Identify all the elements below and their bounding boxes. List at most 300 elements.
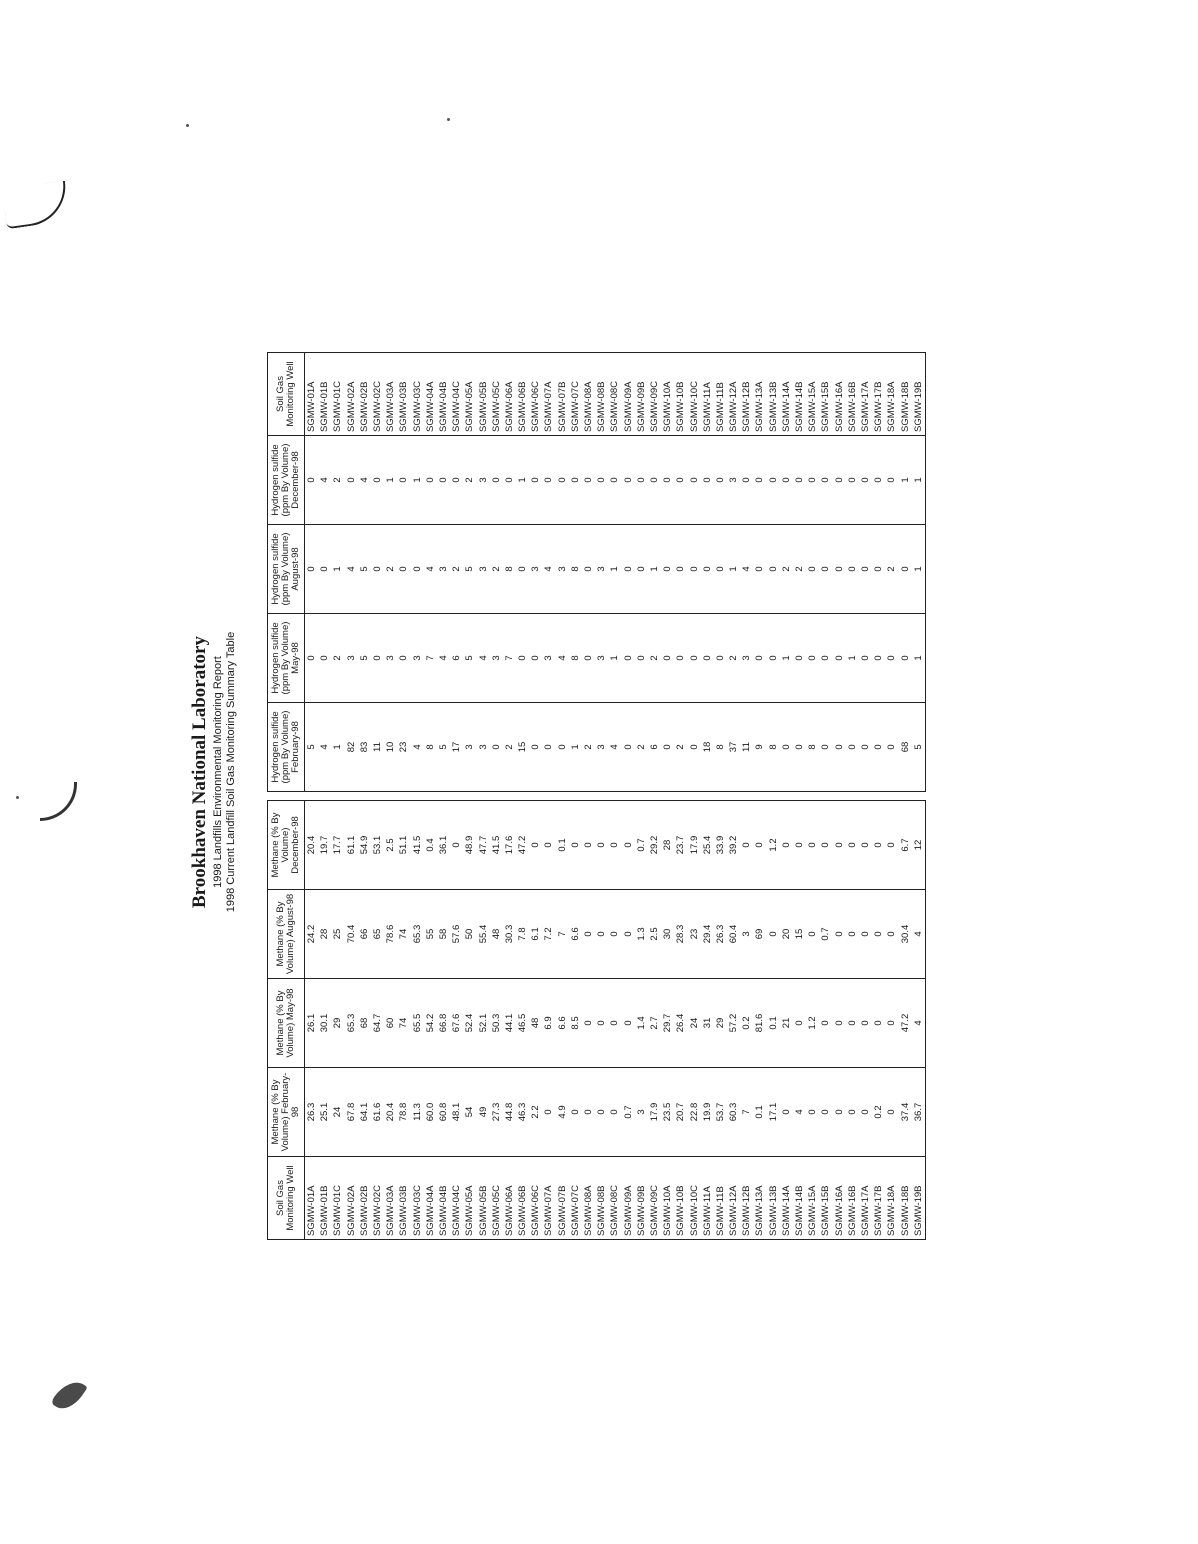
value-cell: 4 bbox=[793, 1068, 806, 1157]
value-cell: 0 bbox=[872, 436, 885, 525]
value-cell: 4 bbox=[424, 525, 437, 614]
value-cell: 0 bbox=[819, 1068, 832, 1157]
value-cell: 0 bbox=[753, 614, 766, 703]
value-cell: 61.6 bbox=[371, 1068, 384, 1157]
value-cell: 0 bbox=[833, 703, 846, 792]
value-cell: 0 bbox=[872, 703, 885, 792]
value-cell: 66 bbox=[358, 890, 371, 979]
value-cell: 1 bbox=[569, 703, 582, 792]
value-cell: 0 bbox=[516, 525, 529, 614]
table-row bbox=[305, 801, 319, 1240]
value-cell: 4 bbox=[740, 525, 753, 614]
well-id-cell: SGMW-11B bbox=[714, 1157, 727, 1240]
value-cell: 57.2 bbox=[727, 979, 740, 1068]
table-row bbox=[714, 353, 727, 792]
value-cell: 21 bbox=[780, 979, 793, 1068]
value-cell: 0 bbox=[753, 801, 766, 890]
value-cell: 0 bbox=[859, 890, 872, 979]
value-cell: 0 bbox=[872, 801, 885, 890]
value-cell: 1 bbox=[516, 436, 529, 525]
well-id-cell: SGMW-08C bbox=[608, 353, 621, 436]
scan-blot bbox=[50, 1375, 88, 1415]
table-row bbox=[463, 353, 476, 792]
well-id-cell: SGMW-01B bbox=[318, 353, 331, 436]
value-cell: 0 bbox=[833, 1068, 846, 1157]
well-id-cell: SGMW-15B bbox=[819, 1157, 832, 1240]
value-cell: 0 bbox=[556, 436, 569, 525]
value-cell: 0 bbox=[846, 1068, 859, 1157]
value-cell: 8 bbox=[503, 525, 516, 614]
value-cell: 1 bbox=[411, 436, 424, 525]
table-row bbox=[569, 801, 582, 1240]
value-cell: 28 bbox=[318, 890, 331, 979]
table-row bbox=[371, 801, 384, 1240]
table-row bbox=[595, 353, 608, 792]
value-cell: 0 bbox=[595, 1068, 608, 1157]
table-row bbox=[661, 801, 674, 1240]
value-cell: 65.3 bbox=[345, 979, 358, 1068]
value-cell: 0 bbox=[529, 614, 542, 703]
value-cell: 8 bbox=[767, 703, 780, 792]
table-row bbox=[397, 353, 410, 792]
value-cell: 0 bbox=[345, 436, 358, 525]
hydrogen-sulfide-table-body bbox=[305, 353, 926, 792]
value-cell: 1.3 bbox=[635, 890, 648, 979]
scan-speck bbox=[16, 796, 19, 799]
value-cell: 0 bbox=[542, 801, 555, 890]
table-row bbox=[872, 801, 885, 1240]
value-cell: 50.3 bbox=[490, 979, 503, 1068]
table-row bbox=[753, 801, 766, 1240]
value-cell: 0 bbox=[595, 890, 608, 979]
value-cell: 0 bbox=[859, 614, 872, 703]
value-cell: 29.7 bbox=[661, 979, 674, 1068]
value-cell: 2 bbox=[384, 525, 397, 614]
value-cell: 64.7 bbox=[371, 979, 384, 1068]
value-cell: 0 bbox=[780, 801, 793, 890]
value-cell: 3 bbox=[384, 614, 397, 703]
value-cell: 0 bbox=[885, 703, 898, 792]
well-id-cell: SGMW-10B bbox=[674, 353, 687, 436]
value-cell: 0 bbox=[582, 801, 595, 890]
value-cell: 2 bbox=[582, 703, 595, 792]
hydrogen-sulfide-table bbox=[267, 352, 926, 792]
table-row bbox=[608, 353, 621, 792]
value-cell: 2 bbox=[793, 525, 806, 614]
value-cell: 0 bbox=[833, 801, 846, 890]
value-cell: 60.4 bbox=[727, 890, 740, 979]
table-row bbox=[898, 353, 911, 792]
value-cell: 28.3 bbox=[674, 890, 687, 979]
well-id-cell: SGMW-09A bbox=[622, 1157, 635, 1240]
value-cell: 0 bbox=[371, 525, 384, 614]
value-cell: 1 bbox=[846, 614, 859, 703]
value-cell: 2 bbox=[490, 525, 503, 614]
value-cell: 4 bbox=[542, 525, 555, 614]
well-id-cell: SGMW-06B bbox=[516, 1157, 529, 1240]
column-header: Hydrogen sulfide (ppm By Volume) February-98 bbox=[268, 703, 305, 792]
value-cell: 8 bbox=[714, 703, 727, 792]
value-cell: 0 bbox=[305, 525, 319, 614]
value-cell: 69 bbox=[753, 890, 766, 979]
value-cell: 78.8 bbox=[397, 1068, 410, 1157]
value-cell: 0 bbox=[767, 436, 780, 525]
value-cell: 3 bbox=[542, 614, 555, 703]
value-cell: 0 bbox=[898, 614, 911, 703]
table-row bbox=[622, 801, 635, 1240]
table-row bbox=[898, 801, 911, 1240]
value-cell: 48 bbox=[490, 890, 503, 979]
value-cell: 54.9 bbox=[358, 801, 371, 890]
value-cell: 0 bbox=[622, 525, 635, 614]
table-row bbox=[674, 353, 687, 792]
value-cell: 5 bbox=[912, 703, 926, 792]
value-cell: 8.5 bbox=[569, 979, 582, 1068]
value-cell: 7 bbox=[740, 1068, 753, 1157]
value-cell: 0 bbox=[529, 436, 542, 525]
table-row bbox=[806, 801, 819, 1240]
value-cell: 33.9 bbox=[714, 801, 727, 890]
value-cell: 3 bbox=[740, 614, 753, 703]
value-cell: 0 bbox=[793, 436, 806, 525]
table-row bbox=[358, 353, 371, 792]
well-id-cell: SGMW-05A bbox=[463, 1157, 476, 1240]
value-cell: 5 bbox=[463, 614, 476, 703]
well-id-cell: SGMW-03B bbox=[397, 353, 410, 436]
methane-table-body bbox=[305, 801, 926, 1240]
value-cell: 0 bbox=[872, 979, 885, 1068]
table-row bbox=[767, 353, 780, 792]
table-row bbox=[859, 801, 872, 1240]
column-header: Soil Gas Monitoring Well bbox=[268, 353, 305, 436]
value-cell: 3 bbox=[529, 525, 542, 614]
value-cell: 0 bbox=[714, 614, 727, 703]
value-cell: 68 bbox=[358, 979, 371, 1068]
value-cell: 46.3 bbox=[516, 1068, 529, 1157]
table-row bbox=[780, 801, 793, 1240]
column-header: Hydrogen sulfide (ppm By Volume) August-98 bbox=[268, 525, 305, 614]
value-cell: 23 bbox=[397, 703, 410, 792]
value-cell: 4 bbox=[345, 525, 358, 614]
value-cell: 4 bbox=[411, 703, 424, 792]
value-cell: 0 bbox=[608, 979, 621, 1068]
value-cell: 47.2 bbox=[516, 801, 529, 890]
rotated-page bbox=[189, 212, 1009, 1332]
table-row bbox=[674, 801, 687, 1240]
well-id-cell: SGMW-05C bbox=[490, 1157, 503, 1240]
value-cell: 0 bbox=[793, 614, 806, 703]
value-cell: 7.2 bbox=[542, 890, 555, 979]
well-id-cell: SGMW-11B bbox=[714, 353, 727, 436]
value-cell: 0 bbox=[806, 525, 819, 614]
value-cell: 0 bbox=[793, 979, 806, 1068]
well-id-cell: SGMW-09A bbox=[622, 353, 635, 436]
well-id-cell: SGMW-15A bbox=[806, 1157, 819, 1240]
table-row bbox=[384, 353, 397, 792]
value-cell: 0 bbox=[793, 801, 806, 890]
value-cell: 0 bbox=[305, 614, 319, 703]
well-id-cell: SGMW-14B bbox=[793, 1157, 806, 1240]
value-cell: 0 bbox=[661, 614, 674, 703]
value-cell: 82 bbox=[345, 703, 358, 792]
value-cell: 36.7 bbox=[912, 1068, 926, 1157]
scan-mark bbox=[2, 181, 71, 230]
table-row bbox=[793, 353, 806, 792]
value-cell: 1.4 bbox=[635, 979, 648, 1068]
value-cell: 3 bbox=[345, 614, 358, 703]
value-cell: 0 bbox=[846, 703, 859, 792]
well-id-cell: SGMW-02B bbox=[358, 353, 371, 436]
value-cell: 4 bbox=[912, 979, 926, 1068]
value-cell: 55.4 bbox=[476, 890, 489, 979]
value-cell: 54.2 bbox=[424, 979, 437, 1068]
table-row bbox=[806, 353, 819, 792]
methane-table-header bbox=[268, 801, 305, 1240]
table-row bbox=[608, 801, 621, 1240]
well-id-cell: SGMW-05C bbox=[490, 353, 503, 436]
value-cell: 9 bbox=[753, 703, 766, 792]
well-id-cell: SGMW-07A bbox=[542, 1157, 555, 1240]
value-cell: 0 bbox=[819, 614, 832, 703]
value-cell: 1 bbox=[608, 614, 621, 703]
scan-speck bbox=[186, 124, 189, 127]
value-cell: 0 bbox=[687, 436, 700, 525]
value-cell: 2.7 bbox=[648, 979, 661, 1068]
value-cell: 0 bbox=[411, 525, 424, 614]
value-cell: 65 bbox=[371, 890, 384, 979]
page-title: Brookhaven National Laboratory bbox=[189, 636, 210, 909]
value-cell: 0.7 bbox=[819, 890, 832, 979]
value-cell: 37 bbox=[727, 703, 740, 792]
value-cell: 8 bbox=[806, 703, 819, 792]
well-id-cell: SGMW-03A bbox=[384, 1157, 397, 1240]
value-cell: 0 bbox=[714, 436, 727, 525]
value-cell: 19.7 bbox=[318, 801, 331, 890]
value-cell: 0 bbox=[622, 436, 635, 525]
table-row bbox=[727, 353, 740, 792]
value-cell: 15 bbox=[793, 890, 806, 979]
table-row bbox=[582, 801, 595, 1240]
value-cell: 25.4 bbox=[701, 801, 714, 890]
well-id-cell: SGMW-07C bbox=[569, 1157, 582, 1240]
table-row bbox=[437, 353, 450, 792]
value-cell: 1 bbox=[331, 703, 344, 792]
value-cell: 67.8 bbox=[345, 1068, 358, 1157]
value-cell: 3 bbox=[595, 703, 608, 792]
value-cell: 4 bbox=[608, 703, 621, 792]
value-cell: 0 bbox=[595, 979, 608, 1068]
well-id-cell: SGMW-12B bbox=[740, 353, 753, 436]
column-header: Hydrogen sulfide (ppm By Volume) May-98 bbox=[268, 614, 305, 703]
table-row bbox=[424, 353, 437, 792]
value-cell: 0 bbox=[529, 703, 542, 792]
value-cell: 0 bbox=[806, 890, 819, 979]
value-cell: 3 bbox=[437, 525, 450, 614]
value-cell: 74 bbox=[397, 890, 410, 979]
value-cell: 0 bbox=[542, 1068, 555, 1157]
value-cell: 0 bbox=[582, 890, 595, 979]
value-cell: 0 bbox=[819, 525, 832, 614]
value-cell: 6.7 bbox=[898, 801, 911, 890]
well-id-cell: SGMW-09B bbox=[635, 353, 648, 436]
value-cell: 0 bbox=[701, 525, 714, 614]
table-row bbox=[912, 801, 926, 1240]
table-row bbox=[476, 353, 489, 792]
value-cell: 31 bbox=[701, 979, 714, 1068]
value-cell: 0 bbox=[819, 801, 832, 890]
value-cell: 0 bbox=[622, 703, 635, 792]
well-id-cell: SGMW-07C bbox=[569, 353, 582, 436]
well-id-cell: SGMW-16B bbox=[846, 353, 859, 436]
value-cell: 51.1 bbox=[397, 801, 410, 890]
well-id-cell: SGMW-04A bbox=[424, 353, 437, 436]
value-cell: 3 bbox=[635, 1068, 648, 1157]
value-cell: 29.2 bbox=[648, 801, 661, 890]
table-row bbox=[397, 801, 410, 1240]
well-id-cell: SGMW-08B bbox=[595, 353, 608, 436]
value-cell: 17.9 bbox=[648, 1068, 661, 1157]
value-cell: 1 bbox=[331, 525, 344, 614]
value-cell: 48.9 bbox=[463, 801, 476, 890]
well-id-cell: SGMW-03C bbox=[411, 353, 424, 436]
value-cell: 0 bbox=[767, 614, 780, 703]
table-row bbox=[529, 801, 542, 1240]
table-row bbox=[529, 353, 542, 792]
value-cell: 0 bbox=[859, 703, 872, 792]
value-cell: 2 bbox=[885, 525, 898, 614]
well-id-cell: SGMW-10A bbox=[661, 353, 674, 436]
well-id-cell: SGMW-04B bbox=[437, 1157, 450, 1240]
value-cell: 2 bbox=[648, 614, 661, 703]
value-cell: 47.2 bbox=[898, 979, 911, 1068]
value-cell: 24 bbox=[331, 1068, 344, 1157]
value-cell: 1 bbox=[898, 436, 911, 525]
value-cell: 0 bbox=[608, 436, 621, 525]
table-row bbox=[687, 801, 700, 1240]
table-row bbox=[753, 353, 766, 792]
value-cell: 0 bbox=[898, 525, 911, 614]
value-cell: 20.7 bbox=[674, 1068, 687, 1157]
value-cell: 30.3 bbox=[503, 890, 516, 979]
value-cell: 26.3 bbox=[305, 1068, 319, 1157]
value-cell: 0 bbox=[885, 436, 898, 525]
value-cell: 0 bbox=[846, 890, 859, 979]
value-cell: 0.1 bbox=[753, 1068, 766, 1157]
well-id-cell: SGMW-12A bbox=[727, 353, 740, 436]
well-id-cell: SGMW-05B bbox=[476, 353, 489, 436]
well-id-cell: SGMW-07A bbox=[542, 353, 555, 436]
table-row bbox=[833, 353, 846, 792]
value-cell: 1.2 bbox=[767, 801, 780, 890]
table-row bbox=[331, 353, 344, 792]
value-cell: 0 bbox=[806, 801, 819, 890]
value-cell: 1 bbox=[384, 436, 397, 525]
table-row bbox=[411, 801, 424, 1240]
table-row bbox=[661, 353, 674, 792]
value-cell: 0 bbox=[780, 436, 793, 525]
value-cell: 7 bbox=[424, 614, 437, 703]
value-cell: 4 bbox=[358, 436, 371, 525]
value-cell: 0.1 bbox=[556, 801, 569, 890]
well-id-cell: SGMW-08B bbox=[595, 1157, 608, 1240]
well-id-cell: SGMW-06A bbox=[503, 353, 516, 436]
value-cell: 50 bbox=[463, 890, 476, 979]
table-row bbox=[582, 353, 595, 792]
well-id-cell: SGMW-18A bbox=[885, 1157, 898, 1240]
value-cell: 1 bbox=[780, 614, 793, 703]
value-cell: 6.6 bbox=[569, 890, 582, 979]
well-id-cell: SGMW-06C bbox=[529, 353, 542, 436]
value-cell: 0 bbox=[846, 525, 859, 614]
scan-speck bbox=[447, 118, 450, 121]
well-id-cell: SGMW-15B bbox=[819, 353, 832, 436]
value-cell: 60.8 bbox=[437, 1068, 450, 1157]
value-cell: 1 bbox=[912, 525, 926, 614]
value-cell: 17.9 bbox=[687, 801, 700, 890]
value-cell: 20 bbox=[780, 890, 793, 979]
value-cell: 7.8 bbox=[516, 890, 529, 979]
value-cell: 54 bbox=[463, 1068, 476, 1157]
table-row bbox=[358, 801, 371, 1240]
value-cell: 0 bbox=[608, 890, 621, 979]
value-cell: 8 bbox=[424, 703, 437, 792]
table-row bbox=[701, 801, 714, 1240]
table-row bbox=[872, 353, 885, 792]
value-cell: 0 bbox=[885, 614, 898, 703]
well-id-cell: SGMW-14A bbox=[780, 1157, 793, 1240]
value-cell: 12 bbox=[912, 801, 926, 890]
table-row bbox=[740, 353, 753, 792]
value-cell: 0 bbox=[608, 1068, 621, 1157]
table-row bbox=[912, 353, 926, 792]
value-cell: 0 bbox=[397, 525, 410, 614]
value-cell: 0 bbox=[318, 614, 331, 703]
value-cell: 1 bbox=[727, 525, 740, 614]
value-cell: 0.7 bbox=[635, 801, 648, 890]
value-cell: 0 bbox=[437, 436, 450, 525]
table-row bbox=[384, 801, 397, 1240]
value-cell: 0 bbox=[846, 979, 859, 1068]
value-cell: 4 bbox=[476, 614, 489, 703]
well-id-cell: SGMW-17A bbox=[859, 353, 872, 436]
value-cell: 52.4 bbox=[463, 979, 476, 1068]
value-cell: 41.5 bbox=[411, 801, 424, 890]
value-cell: 0 bbox=[582, 979, 595, 1068]
table-row bbox=[648, 353, 661, 792]
value-cell: 8 bbox=[569, 614, 582, 703]
value-cell: 0 bbox=[859, 979, 872, 1068]
value-cell: 3 bbox=[727, 436, 740, 525]
value-cell: 17.1 bbox=[767, 1068, 780, 1157]
value-cell: 81.6 bbox=[753, 979, 766, 1068]
value-cell: 3 bbox=[556, 525, 569, 614]
value-cell: 4 bbox=[556, 614, 569, 703]
value-cell: 26.3 bbox=[714, 890, 727, 979]
value-cell: 6.9 bbox=[542, 979, 555, 1068]
value-cell: 2.5 bbox=[384, 801, 397, 890]
value-cell: 0 bbox=[767, 525, 780, 614]
value-cell: 0 bbox=[872, 890, 885, 979]
well-id-cell: SGMW-02C bbox=[371, 1157, 384, 1240]
well-id-cell: SGMW-07B bbox=[556, 1157, 569, 1240]
well-id-cell: SGMW-08C bbox=[608, 1157, 621, 1240]
well-id-cell: SGMW-12A bbox=[727, 1157, 740, 1240]
value-cell: 0 bbox=[529, 801, 542, 890]
well-id-cell: SGMW-02C bbox=[371, 353, 384, 436]
well-id-cell: SGMW-15A bbox=[806, 353, 819, 436]
value-cell: 3 bbox=[463, 703, 476, 792]
value-cell: 23.5 bbox=[661, 1068, 674, 1157]
